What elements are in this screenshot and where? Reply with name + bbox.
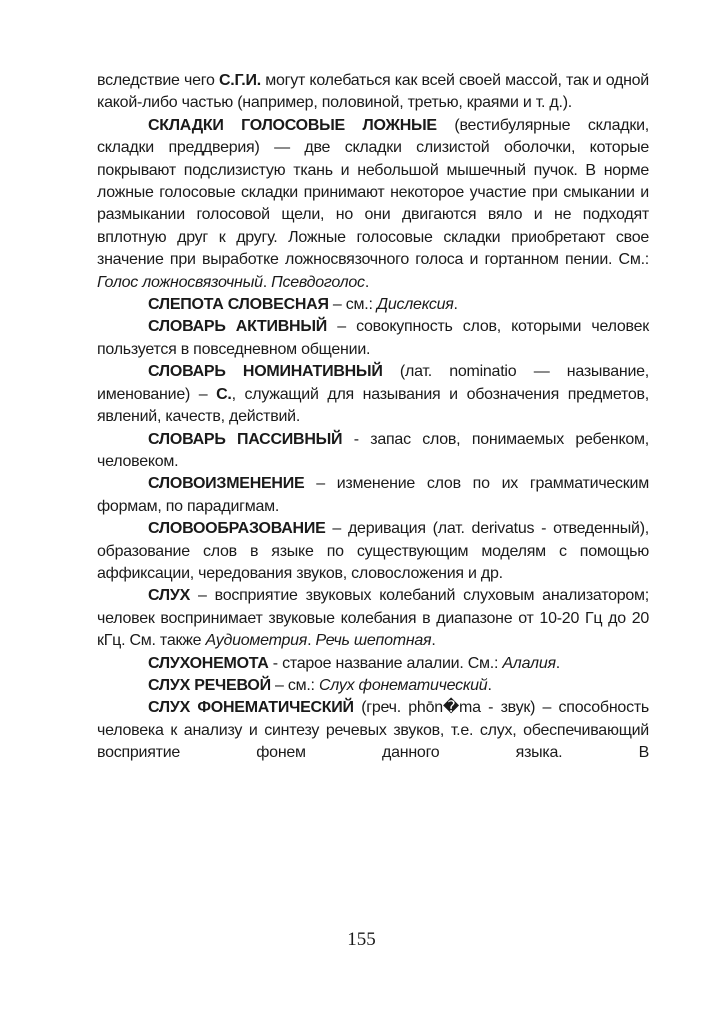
entry-reference: Аудиометрия	[205, 632, 308, 650]
entry-term: СКЛАДКИ ГОЛОСОВЫЕ ЛОЖНЫЕ	[148, 116, 437, 134]
entry-definition: – см.:	[328, 296, 377, 314]
entry-reference: Голос ложносвязочный	[97, 273, 263, 291]
entry-slovoizmenenie	[97, 473, 649, 518]
entry-term-abbrev: С.	[216, 385, 232, 403]
entry-term: СЛЕПОТА СЛОВЕСНАЯ	[148, 296, 329, 314]
entry-end: .	[364, 273, 370, 291]
entry-definition: могут колебаться как всей своей массой, так и одной какой-либо частью (например, половиной, третью, краями и т. д.).	[97, 72, 649, 112]
entry-sluhonemota	[97, 653, 649, 675]
entry-definition: – совокупность слов, которыми человек пользуется в повседневном общении.	[97, 318, 649, 358]
entry-slovoobrazovanie	[97, 518, 649, 585]
entry-slovar-nominativnyj	[97, 361, 649, 428]
entry-end: .	[555, 654, 560, 672]
entry-definition-2: , служащий для называния и обозначения предметов, явлений, качеств, действий.	[97, 385, 649, 426]
entry-definition: - старое название алалии. См.:	[268, 654, 503, 672]
entry-definition: – деривация (лат. derivatus - отведенный), образование слов в языке по существующим моделям с помощью аффиксации, чередования звуков, словосложения и др.	[97, 520, 649, 582]
entry-reference: Дислексия	[376, 296, 454, 314]
entry-term: СЛУХ ФОНЕМАТИЧЕСКИЙ	[148, 699, 354, 717]
entry-term: СЛОВАРЬ АКТИВНЫЙ	[148, 318, 328, 336]
entry-definition: - запас слов, понимаемых ребенком, человеком.	[97, 430, 649, 470]
entry-separator: .	[307, 632, 316, 650]
entry-sluh-rechevoj	[97, 675, 649, 697]
entry-slovar-aktivnyj	[97, 316, 649, 361]
entry-term: СЛОВООБРАЗОВАНИЕ	[148, 520, 326, 538]
entry-definition: – восприятие звуковых колебаний слуховым анализатором; человек воспринимает звуковые колебания в диапазоне от 10-20 Гц до 20 кГц. См. также	[97, 587, 649, 650]
page-body	[97, 70, 649, 765]
entry-slepota-slovesnaya	[97, 294, 649, 316]
entry-sluh-fonematicheskij	[97, 697, 649, 764]
entry-term: С.Г.И.	[218, 72, 261, 89]
entry-reference-2: Речь шепотная	[315, 632, 432, 650]
entry-lead-text: вследствие чего	[97, 72, 219, 89]
entry-definition: (вестибулярные складки, складки преддверия) — две складки слизистой оболочки, которые покрывают подслизистую ткань и небольшой мышечный пучок. В норме ложные голосовые складки принимают некоторое участие при смыкании и размыкании голосовой щели, но они двигаются вяло и не подходят вплотную друг к другу. Ложные голосовые складки приобретают свое значение при выработке ложносвязочного голоса и гортанном пении. См.:	[97, 116, 649, 269]
entry-reference-2: Псевдоголос	[271, 273, 365, 291]
entry-continuation	[97, 70, 649, 115]
entry-separator: .	[262, 273, 272, 291]
entry-end: .	[431, 632, 436, 650]
entry-term: СЛУХОНЕМОТА	[148, 654, 269, 672]
page-number: 155	[347, 929, 376, 950]
entry-definition: (лат. nominatio — называние, именование) –	[97, 363, 649, 403]
entry-reference: Слух фонематический	[318, 676, 488, 694]
entry-definition: (греч. phōn�ma - звук) – способность человека к анализу и синтезу речевых звуков, т.е. слух, обеспечивающий восприятие фонем данного языка. В	[97, 699, 649, 762]
entry-term: СЛОВАРЬ НОМИНАТИВНЫЙ	[148, 363, 383, 381]
entry-sluh	[97, 585, 649, 652]
entry-definition: – см.:	[270, 676, 319, 694]
entry-slovar-passivnyj	[97, 429, 649, 474]
entry-skladki-golosovye-lozhnye	[97, 115, 649, 294]
entry-term: СЛУХ РЕЧЕВОЙ	[148, 676, 271, 694]
entry-definition: – изменение слов по их грамматическим формам, по парадигмам.	[97, 475, 649, 515]
entry-term: СЛОВОИЗМЕНЕНИЕ	[148, 475, 305, 493]
entry-end: .	[453, 296, 458, 314]
entry-term: СЛОВАРЬ ПАССИВНЫЙ	[148, 430, 343, 448]
entry-term: СЛУХ	[148, 587, 191, 605]
entry-end: .	[487, 676, 492, 694]
entry-reference: Алалия	[502, 654, 556, 672]
